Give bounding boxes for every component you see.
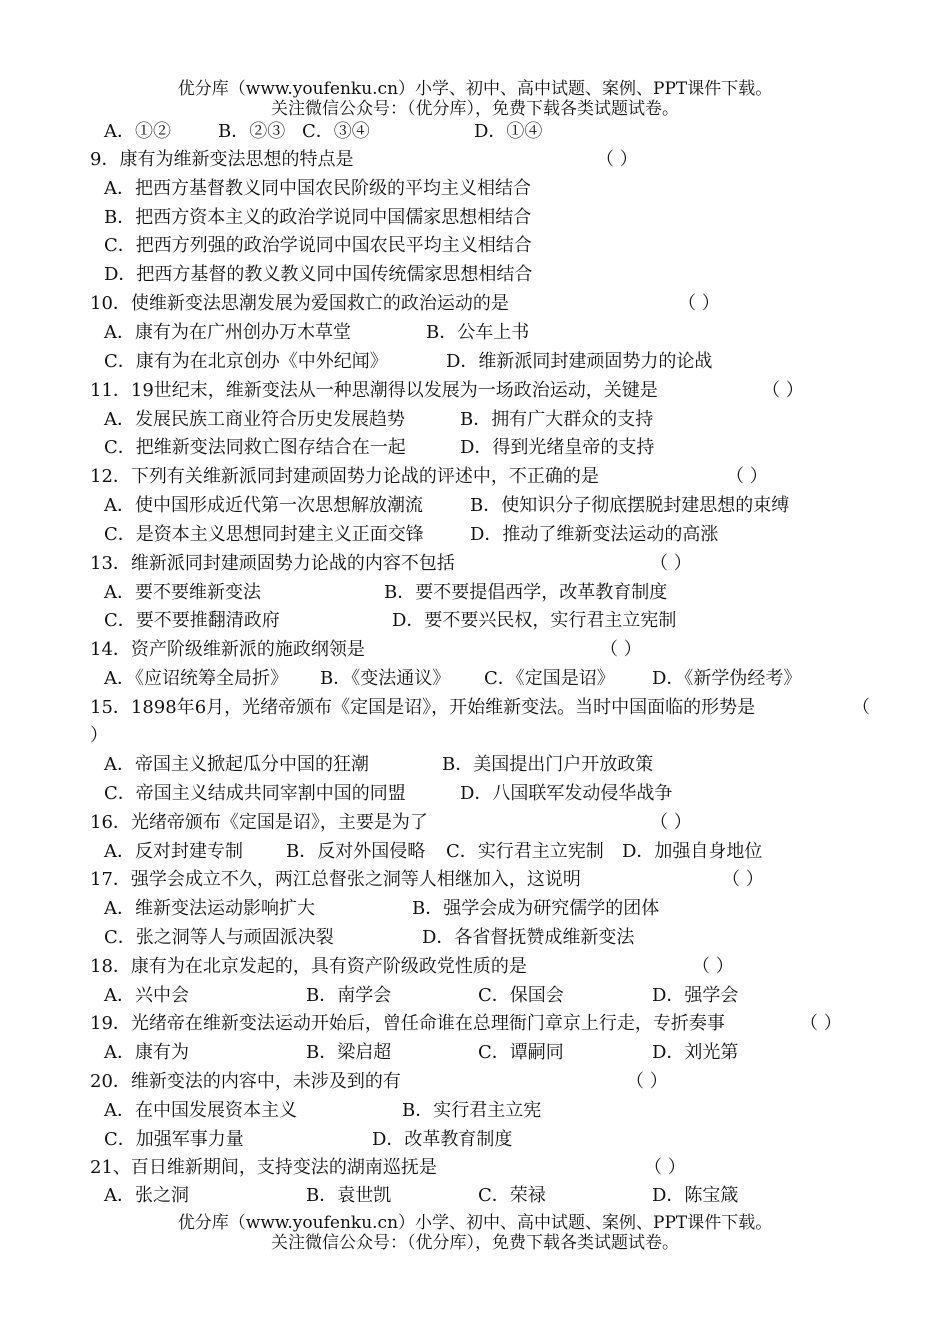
option-c: C．《定国是诏》 (484, 668, 615, 689)
question-20: 20．维新变法的内容中，未涉及到的有 (90, 1071, 401, 1092)
answer-paren-close: ） (90, 725, 108, 746)
option-b: B．梁启超 (306, 1042, 392, 1063)
option-a: A．张之洞 (104, 1185, 189, 1206)
option-c: C．是资本主义思想同封建主义正面交锋 (104, 524, 424, 545)
option-d: D．得到光绪皇帝的支持 (460, 437, 655, 458)
question-9: 9．康有为维新变法思想的特点是 (90, 149, 354, 170)
option-d: D．强学会 (652, 985, 739, 1006)
option-d: D．刘光第 (652, 1042, 739, 1063)
option-c: C．③④ (302, 121, 370, 142)
option-a: A．《应诏统筹全局折》 (104, 668, 288, 689)
option-b: B．②③ (218, 121, 286, 142)
option-a: A．①② (104, 121, 171, 142)
option-d: D．维新派同封建顽固势力的论战 (446, 351, 713, 372)
question-21: 21、百日维新期间，支持变法的湖南巡抚是 (90, 1157, 437, 1178)
option-a: A．发展民族工商业符合历史发展趋势 (104, 409, 405, 430)
option-d: D．把西方基督的教义教义同中国传统儒家思想相结合 (104, 264, 533, 285)
question-18: 18．康有为在北京发起的，具有资产阶级政党性质的是 (90, 956, 527, 977)
option-c: C．实行君主立宪制 (446, 841, 604, 862)
option-b: B．《变法通议》 (320, 668, 451, 689)
option-c: C．张之洞等人与顽固派决裂 (104, 927, 334, 948)
answer-paren: （ ） (722, 869, 764, 890)
option-d: D．八国联军发动侵华战争 (460, 783, 673, 804)
option-b: B．实行君主立宪 (402, 1100, 542, 1121)
option-c: C．要不要推翻清政府 (104, 610, 280, 631)
option-a: A．在中国发展资本主义 (104, 1100, 297, 1121)
option-b: B．使知识分子彻底摆脱封建思想的束缚 (470, 495, 790, 516)
option-b: B．南学会 (306, 985, 392, 1006)
option-a: A．帝国主义掀起瓜分中国的狂潮 (104, 754, 369, 775)
answer-paren: （ ） (678, 293, 720, 314)
answer-paren: （ ） (626, 1071, 668, 1092)
option-d: D．改革教育制度 (372, 1129, 513, 1150)
footer-line-1: 优分库（www.youfenku.cn）小学、初中、高中试题、案例、PPT课件下载。 (177, 1213, 773, 1233)
answer-paren: （ ） (600, 639, 642, 660)
option-a: A．反对封建专制 (104, 841, 243, 862)
option-b: B．反对外国侵略 (286, 841, 426, 862)
option-c: C．谭嗣同 (478, 1042, 564, 1063)
option-b: B．强学会成为研究儒学的团体 (412, 898, 660, 919)
question-15: 15．1898年6月，光绪帝颁布《定国是诏》，开始维新变法。当时中国面临的形势是 (90, 697, 756, 718)
option-d: D．加强自身地位 (622, 841, 763, 862)
option-a: A．维新变法运动影响扩大 (104, 898, 315, 919)
header-line-1: 优分库（www.youfenku.cn）小学、初中、高中试题、案例、PPT课件下载。 (177, 79, 773, 99)
option-d: D．①④ (474, 121, 543, 142)
question-10: 10．使维新变法思潮发展为爱国救亡的政治运动的是 (90, 293, 509, 314)
option-b: B．把西方资本主义的政治学说同中国儒家思想相结合 (104, 207, 532, 228)
option-c: C．荣禄 (478, 1185, 546, 1206)
option-d: D．推动了维新变法运动的高涨 (470, 524, 719, 545)
option-a: A．要不要维新变法 (104, 582, 261, 603)
question-17: 17．强学会成立不久，两江总督张之洞等人相继加入，这说明 (90, 869, 581, 890)
answer-paren: （ ） (762, 380, 804, 401)
answer-paren: （ ） (800, 1013, 842, 1034)
answer-paren: （ ） (726, 466, 768, 487)
option-c: C．把维新变法同救亡图存结合在一起 (104, 437, 406, 458)
answer-paren-open: （ (852, 697, 870, 718)
question-12: 12．下列有关维新派同封建顽固势力论战的评述中，不正确的是 (90, 466, 599, 487)
option-a: A．康有为在广州创办万木草堂 (104, 322, 351, 343)
question-11: 11．19世纪末，维新变法从一种思潮得以发展为一场政治运动，关键是 (90, 380, 658, 401)
option-b: B．要不要提倡西学，改革教育制度 (384, 582, 668, 603)
option-d: D．要不要兴民权，实行君主立宪制 (392, 610, 677, 631)
option-a: A．使中国形成近代第一次思想解放潮流 (104, 495, 423, 516)
question-13: 13．维新派同封建顽固势力论战的内容不包括 (90, 553, 455, 574)
question-14: 14．资产阶级维新派的施政纲领是 (90, 639, 365, 660)
question-19: 19．光绪帝在维新变法运动开始后，曾任命谁在总理衙门章京上行走，专折奏事 (90, 1013, 725, 1034)
option-d: D．各省督抚赞成维新变法 (422, 927, 635, 948)
option-c: C．加强军事力量 (104, 1129, 244, 1150)
footer-line-2: 关注微信公众号：（优分库），免费下载各类试题试卷。 (271, 1233, 679, 1253)
option-c: C．把西方列强的政治学说同中国农民平均主义相结合 (104, 235, 532, 256)
answer-paren: （ ） (596, 149, 638, 170)
option-d: D．《新学伪经考》 (652, 668, 802, 689)
answer-paren: （ ） (650, 553, 692, 574)
header-line-2: 关注微信公众号：（优分库），免费下载各类试题试卷。 (271, 99, 679, 119)
option-b: B．袁世凯 (306, 1185, 392, 1206)
option-c: C．保国会 (478, 985, 564, 1006)
answer-paren: （ ） (692, 956, 734, 977)
option-c: C．康有为在北京创办《中外纪闻》 (104, 351, 388, 372)
option-a: A．兴中会 (104, 985, 189, 1006)
answer-paren: （ ） (650, 812, 692, 833)
answer-paren: （ ） (644, 1157, 686, 1178)
question-16: 16．光绪帝颁布《定国是诏》，主要是为了 (90, 812, 428, 833)
option-a: A．康有为 (104, 1042, 189, 1063)
option-c: C．帝国主义结成共同宰割中国的同盟 (104, 783, 406, 804)
option-d: D．陈宝箴 (652, 1185, 739, 1206)
option-b: B．美国提出门户开放政策 (442, 754, 654, 775)
option-b: B．拥有广大群众的支持 (460, 409, 654, 430)
option-b: B．公车上书 (426, 322, 530, 343)
option-a: A．把西方基督教义同中国农民阶级的平均主义相结合 (104, 178, 531, 199)
